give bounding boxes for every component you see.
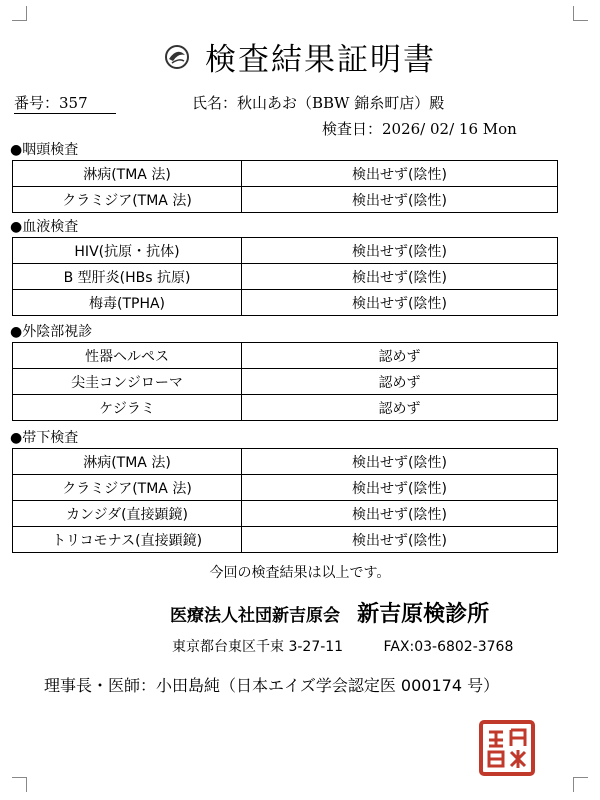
test-result: 検出せず(陰性) <box>242 449 558 475</box>
test-item: B 型肝炎(HBs 抗原) <box>13 264 242 290</box>
results-table <box>12 237 558 316</box>
section-title: ●咽頭検査 <box>10 142 79 158</box>
clinic-organization: 医療法人社団新吉原会 <box>170 606 340 626</box>
section-external-inspection <box>10 322 558 421</box>
director-signature-line: 理事長・医師：小田島純（日本エイズ学会認定医 000174 号） <box>44 676 500 695</box>
test-item: クラミジア(TMA 法) <box>13 187 242 213</box>
table-row <box>13 161 558 187</box>
clinic-logo-icon <box>164 44 190 70</box>
test-result: 検出せず(陰性) <box>242 187 558 213</box>
test-result: 認めず <box>242 369 558 395</box>
test-result: 検出せず(陰性) <box>242 238 558 264</box>
section-blood <box>10 217 558 316</box>
results-table <box>12 160 558 213</box>
test-result: 検出せず(陰性) <box>242 527 558 553</box>
test-result: 検出せず(陰性) <box>242 161 558 187</box>
clinic-address: 東京都台東区千束 3-27-11 <box>172 639 344 655</box>
clinic-name: 新吉原検診所 <box>357 602 490 627</box>
results-table <box>12 342 558 421</box>
table-row <box>13 343 558 369</box>
title-row <box>0 34 600 79</box>
results-table <box>12 448 558 553</box>
test-item: トリコモナス(直接顕鏡) <box>13 527 242 553</box>
test-item: 梅毒(TPHA) <box>13 290 242 316</box>
section-throat <box>10 140 558 213</box>
section-title: ●血液検査 <box>10 219 79 235</box>
section-title: ●帯下検査 <box>10 430 79 446</box>
section-title: ●外陰部視診 <box>10 324 93 340</box>
test-item: 性器ヘルペス <box>13 343 242 369</box>
exam-date: 検査日：2026/ 02/ 16 Mon <box>322 120 517 138</box>
test-result: 検出せず(陰性) <box>242 290 558 316</box>
conclusion-text: 今回の検査結果は以上です。 <box>209 565 391 581</box>
table-row <box>13 264 558 290</box>
crop-mark-top-right <box>573 6 588 21</box>
table-row <box>13 501 558 527</box>
table-row <box>13 290 558 316</box>
section-discharge <box>10 428 558 553</box>
test-item: 淋病(TMA 法) <box>13 161 242 187</box>
test-item: 尖圭コンジローマ <box>13 369 242 395</box>
certificate-number: 番号：357 <box>14 92 116 114</box>
test-item: クラミジア(TMA 法) <box>13 475 242 501</box>
test-result: 検出せず(陰性) <box>242 501 558 527</box>
test-item: 淋病(TMA 法) <box>13 449 242 475</box>
test-result: 認めず <box>242 395 558 421</box>
test-item: HIV(抗原・抗体) <box>13 238 242 264</box>
table-row <box>13 449 558 475</box>
clinic-block <box>170 597 489 628</box>
clinic-address-line <box>172 636 513 656</box>
table-row <box>13 475 558 501</box>
test-result: 検出せず(陰性) <box>242 475 558 501</box>
table-row <box>13 238 558 264</box>
test-item: カンジダ(直接顕鏡) <box>13 501 242 527</box>
patient-name: 氏名：秋山あお（BBW 錦糸町店）殿 <box>192 94 445 112</box>
table-row <box>13 395 558 421</box>
test-item: ケジラミ <box>13 395 242 421</box>
crop-mark-bottom-right <box>573 777 588 792</box>
table-row <box>13 369 558 395</box>
crop-mark-top-left <box>12 6 27 21</box>
test-result: 認めず <box>242 343 558 369</box>
official-seal-stamp-icon <box>479 720 535 776</box>
table-row <box>13 527 558 553</box>
crop-mark-bottom-left <box>12 777 27 792</box>
test-result: 検出せず(陰性) <box>242 264 558 290</box>
table-row <box>13 187 558 213</box>
clinic-fax: FAX:03-6802-3768 <box>383 639 514 655</box>
document-title: 検査結果証明書 <box>205 42 437 78</box>
